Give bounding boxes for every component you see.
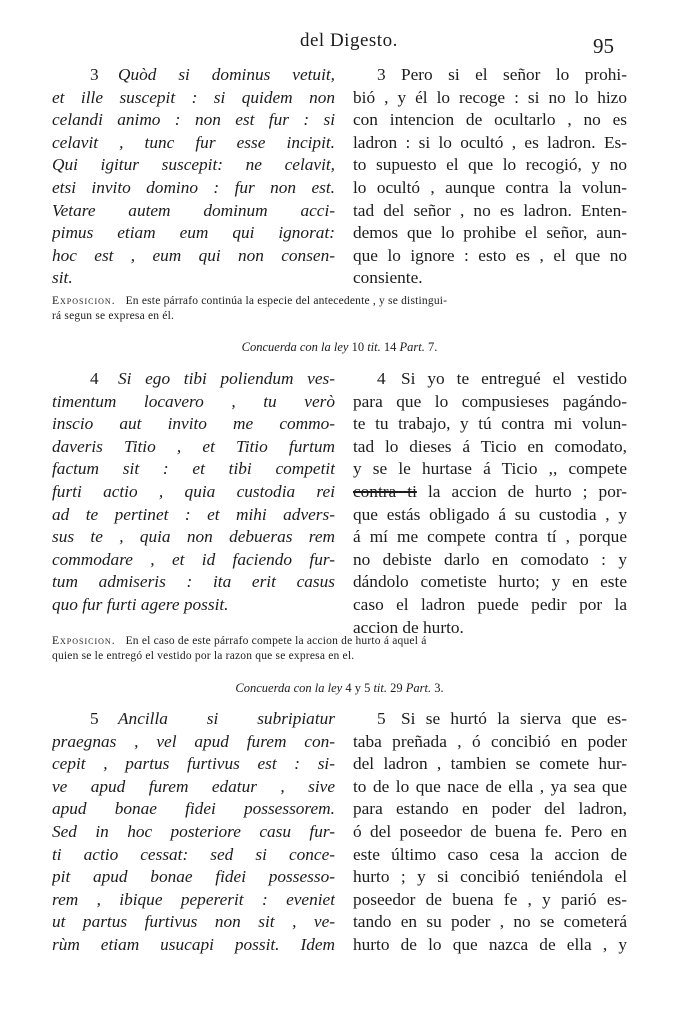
latin-line: praegnas , vel apud furem con- <box>52 731 335 751</box>
latin-line: apud bonae fidei possessorem. <box>52 799 335 819</box>
latin-line: celandi animo : non est fur : si <box>52 110 335 130</box>
latin-line: commodare , et id faciendo fur- <box>52 549 335 569</box>
latin-line: daveris Titio , et Titio furtum <box>52 436 335 456</box>
latin-line: hoc est , eum qui non consen- <box>52 245 335 265</box>
latin-line: inscio aut invito me commo- <box>52 414 335 434</box>
page-header <box>0 30 682 60</box>
latin-line: factum sit : et tibi competit <box>52 459 335 479</box>
spanish-line: que lo ignore : esto es , el que no <box>353 245 627 265</box>
exposicion-label: Exposicion. <box>52 295 116 307</box>
latin-line: ve apud furem edatur , sive <box>52 776 335 796</box>
spanish-line: poseedor de buena fe , y parió es- <box>353 889 627 909</box>
spanish-line: tad del señor , no es ladron. Enten- <box>353 200 627 220</box>
latin-line: Sed in hoc posteriore casu fur- <box>52 821 335 841</box>
paragraph-number: 3 <box>377 65 386 84</box>
spanish-line: ladron : si lo ocultó , es ladron. Es- <box>353 132 627 152</box>
latin-line: pimus etiam eum qui ignorat: <box>52 223 335 243</box>
spanish-line: hurto ; y si concibió teniéndola el <box>353 867 627 887</box>
exposicion-label: Exposicion. <box>52 635 116 647</box>
struck-text: contra ti <box>353 481 417 501</box>
running-head: del Digesto. <box>300 30 398 51</box>
latin-line: Qui igitur suscepit: ne celavit, <box>52 155 335 175</box>
latin-column <box>52 64 335 290</box>
latin-line: quo fur furti agere possit. <box>52 594 229 614</box>
latin-line: rùm etiam usucapi possit. Idem <box>52 934 335 954</box>
latin-line: sit. <box>52 268 73 288</box>
latin-line: cepit , partus furtivus est : si- <box>52 754 335 774</box>
spanish-line: consiente. <box>353 268 423 288</box>
latin-line: rem , ibique pepererit : eveniet <box>52 889 335 909</box>
exposicion-note <box>52 294 627 324</box>
spanish-line: no debiste darlo en comodato : y <box>353 549 627 569</box>
spanish-column <box>353 368 627 639</box>
spanish-line: para estando en poder del ladron, <box>353 799 627 819</box>
spanish-line: 3 Pero si el señor lo prohi- <box>353 64 627 87</box>
latin-line: tum admiseris : ita erit casus <box>52 572 335 592</box>
spanish-line: del ladron , tambien se comete hur- <box>353 754 627 774</box>
latin-line: pit apud bonae fidei possesso- <box>52 867 335 887</box>
spanish-line: demos que lo prohibe el señor, aun- <box>353 223 627 243</box>
spanish-line: con intencion de ocultarlo , no es <box>353 110 627 130</box>
page-number: 95 <box>593 34 614 58</box>
spanish-line: lo ocultó , aunque contra la volun- <box>353 177 627 197</box>
spanish-line: to supuesto el que lo recogió, y no <box>353 155 627 175</box>
paragraph-3 <box>52 64 627 322</box>
spanish-column <box>353 708 627 957</box>
latin-line: ad te pertinet : et mihi advers- <box>52 504 335 524</box>
paragraph-number: 5 <box>377 709 386 728</box>
spanish-column <box>353 64 627 290</box>
latin-line: Vetare autem dominum acci- <box>52 200 335 220</box>
latin-line: ti actio cessat: sed si conce- <box>52 844 335 864</box>
spanish-line: ó del poseedor de buena fe. Pero en <box>353 821 627 841</box>
spanish-line: tando en su poder , no se cometerá <box>353 912 627 932</box>
spanish-line: accion de hurto. <box>353 617 464 637</box>
paragraph-number: 4 <box>90 369 99 388</box>
spanish-line: to de lo que nace de ella , ya sea que <box>353 776 627 796</box>
latin-line: 3 Quòd si dominus vetuit, <box>52 64 335 87</box>
spanish-line: taba preñada , ó concibió en poder <box>353 731 627 751</box>
spanish-line: contra ti la accion de hurto ; por- <box>353 481 627 501</box>
latin-column <box>52 708 335 957</box>
spanish-line: caso el ladron puede pedir por la <box>353 594 627 614</box>
spanish-line: dándolo cometiste hurto; y en este <box>353 572 627 592</box>
spanish-line: que estás obligado á su custodia , y <box>353 504 627 524</box>
spanish-line: y se le hurtase á Ticio ,, compete <box>353 459 627 479</box>
exposicion-text: rá segun se expresa en él. <box>52 310 175 322</box>
paragraph-number: 4 <box>377 369 386 388</box>
exposicion-text: En el caso de este párrafo compete la accion de hurto á aquel á <box>125 635 427 647</box>
paragraph-5 <box>52 708 627 960</box>
spanish-line: á mí me compete contra tí , porque <box>353 527 627 547</box>
latin-line: et ille suscepit : si quidem non <box>52 87 335 107</box>
spanish-line: 4 Si yo te entregué el vestido <box>353 368 627 391</box>
concordance-line: Concuerda con la ley 10 tit. 14 Part. 7. <box>241 340 438 354</box>
latin-line: ut partus furtivus non sit , ve- <box>52 912 335 932</box>
latin-line: celavit , tunc fur esse incipit. <box>52 132 335 152</box>
latin-line: etsi invito domino : fur non est. <box>52 177 335 197</box>
paragraph-number: 5 <box>90 709 99 728</box>
latin-line: 5 Ancilla si subripiatur <box>52 708 335 731</box>
latin-column <box>52 368 335 617</box>
latin-line: furti actio , quia custodia rei <box>52 481 335 501</box>
spanish-line: bió , y él lo recoge : si no lo hizo <box>353 87 627 107</box>
spanish-line: tad lo dieses á Ticio en comodato, <box>353 436 627 456</box>
exposicion-text: quien se le entregó el vestido por la razon que se expresa en el. <box>52 650 355 662</box>
spanish-line: te tu trabajo, y tú contra mi volun- <box>353 414 627 434</box>
spanish-line: para que lo compusieses pagándo- <box>353 391 627 411</box>
latin-line: sus te , quia non debueras rem <box>52 527 335 547</box>
paragraph-4 <box>52 368 627 662</box>
spanish-line: este último caso cesa la accion de <box>353 844 627 864</box>
spanish-line: hurto de lo que nazca de ella , y <box>353 934 627 954</box>
latin-line: 4 Si ego tibi poliendum ves- <box>52 368 335 391</box>
spanish-line: 5 Si se hurtó la sierva que es- <box>353 708 627 731</box>
latin-line: timentum locavero , tu verò <box>52 391 335 411</box>
exposicion-note <box>52 634 627 664</box>
exposicion-text: En este párrafo continúa la especie del antecedente , y se distingui- <box>125 295 448 307</box>
concordance-line: Concuerda con la ley 4 y 5 tit. 29 Part. 3. <box>235 681 444 695</box>
paragraph-number: 3 <box>90 65 99 84</box>
